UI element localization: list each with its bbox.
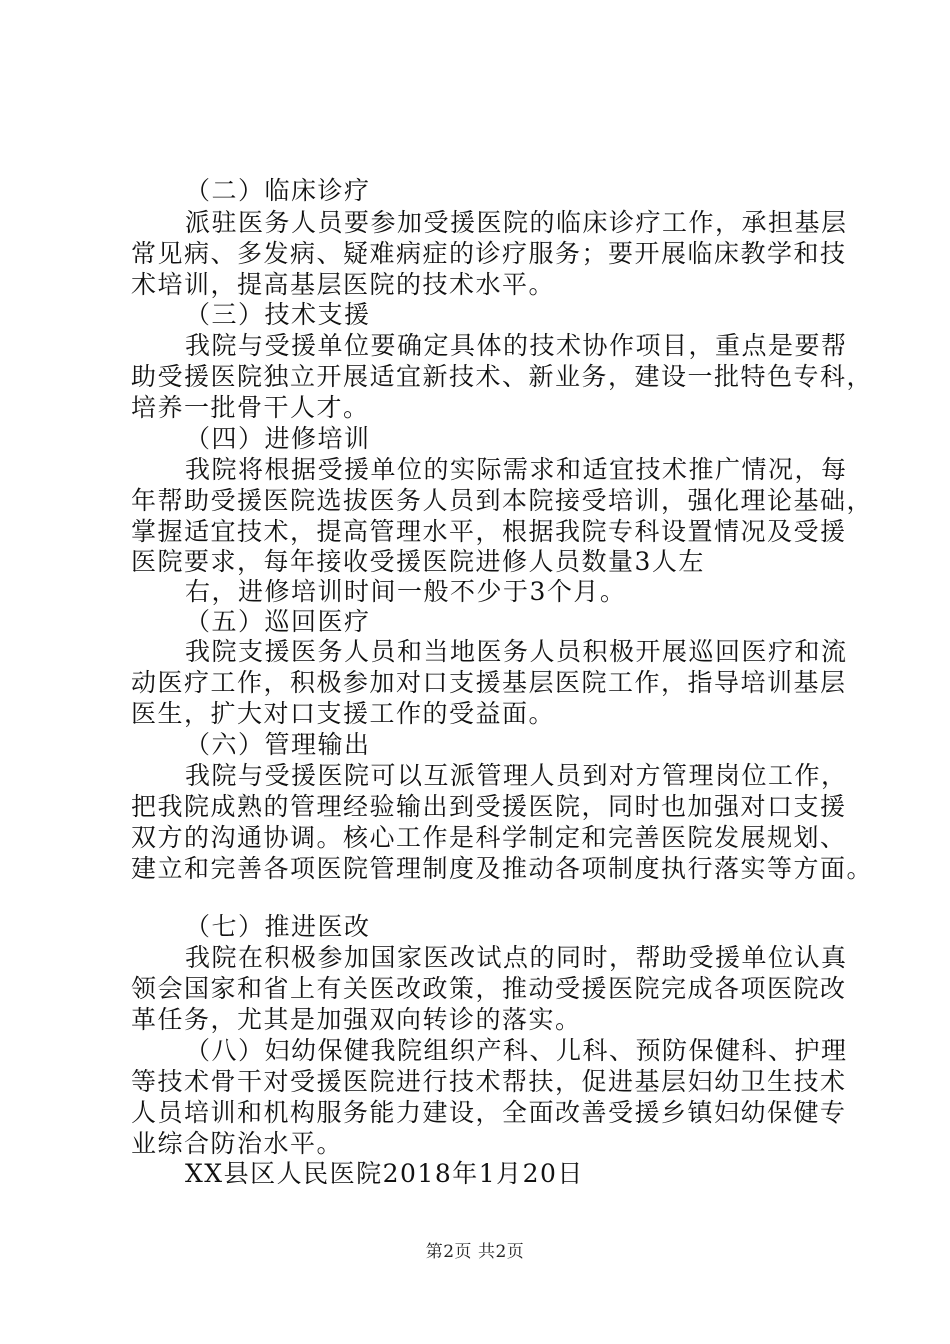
paragraph-line: 人员培训和机构服务能力建设，全面改善受援乡镇妇幼保健专	[131, 1098, 847, 1127]
paragraph-line: 常见病、多发病、疑难病症的诊疗服务；要开展临床教学和技	[131, 239, 847, 268]
section-heading: （七）推进医改	[185, 912, 371, 941]
section-heading: （五）巡回医疗	[185, 607, 371, 636]
paragraph-line: 年帮助受援医院选拔医务人员到本院接受培训，强化理论基础，	[131, 486, 874, 515]
paragraph-line: 术培训，提高基层医院的技术水平。	[131, 270, 556, 299]
paragraph-line: 双方的沟通协调。核心工作是科学制定和完善医院发展规划、	[131, 823, 847, 852]
paragraph-line: 派驻医务人员要参加受援医院的临床诊疗工作，承担基层	[185, 208, 848, 237]
paragraph-line: 我院在积极参加国家医改试点的同时，帮助受援单位认真	[185, 943, 848, 972]
paragraph-line: 医院要求，每年接收受援医院进修人员数量3人左	[131, 547, 705, 576]
paragraph-line: 医生，扩大对口支援工作的受益面。	[131, 699, 556, 728]
paragraph-line: 把我院成熟的管理经验输出到受援医院，同时也加强对口支援	[131, 792, 847, 821]
section-heading: （四）进修培训	[185, 424, 371, 453]
section-heading: （六）管理输出	[185, 730, 371, 759]
paragraph-line: 我院与受援医院可以互派管理人员到对方管理岗位工作，	[185, 761, 848, 790]
paragraph-line: 掌握适宜技术，提高管理水平，根据我院专科设置情况及受援	[131, 517, 847, 546]
page-footer: 第2页 共2页	[425, 1242, 525, 1262]
paragraph-line: 培养一批骨干人才。	[131, 393, 370, 422]
paragraph-line: 等技术骨干对受援医院进行技术帮扶，促进基层妇幼卫生技术	[131, 1067, 847, 1096]
signature-line: XX县区人民医院2018年1月20日	[185, 1159, 584, 1188]
paragraph-line: 助受援医院独立开展适宜新技术、新业务，建设一批特色专科，	[131, 362, 874, 391]
paragraph-line: 业综合防治水平。	[131, 1129, 344, 1158]
paragraph-line: 动医疗工作，积极参加对口支援基层医院工作，指导培训基层	[131, 668, 847, 697]
paragraph-line: 我院与受援单位要确定具体的技术协作项目，重点是要帮	[185, 331, 848, 360]
paragraph-line: 建立和完善各项医院管理制度及推动各项制度执行落实等方面。	[131, 854, 874, 883]
paragraph-line: 右，进修培训时间一般不少于3个月。	[185, 577, 627, 606]
paragraph-line: 我院将根据受援单位的实际需求和适宜技术推广情况，每	[185, 455, 848, 484]
section-heading: （二）临床诊疗	[185, 176, 371, 205]
paragraph-line: 领会国家和省上有关医改政策，推动受援医院完成各项医院改	[131, 974, 847, 1003]
paragraph-line: 我院支援医务人员和当地医务人员积极开展巡回医疗和流	[185, 637, 848, 666]
paragraph-line: （八）妇幼保健我院组织产科、儿科、预防保健科、护理	[185, 1036, 848, 1065]
section-heading: （三）技术支援	[185, 300, 371, 329]
paragraph-line: 革任务，尤其是加强双向转诊的落实。	[131, 1005, 582, 1034]
